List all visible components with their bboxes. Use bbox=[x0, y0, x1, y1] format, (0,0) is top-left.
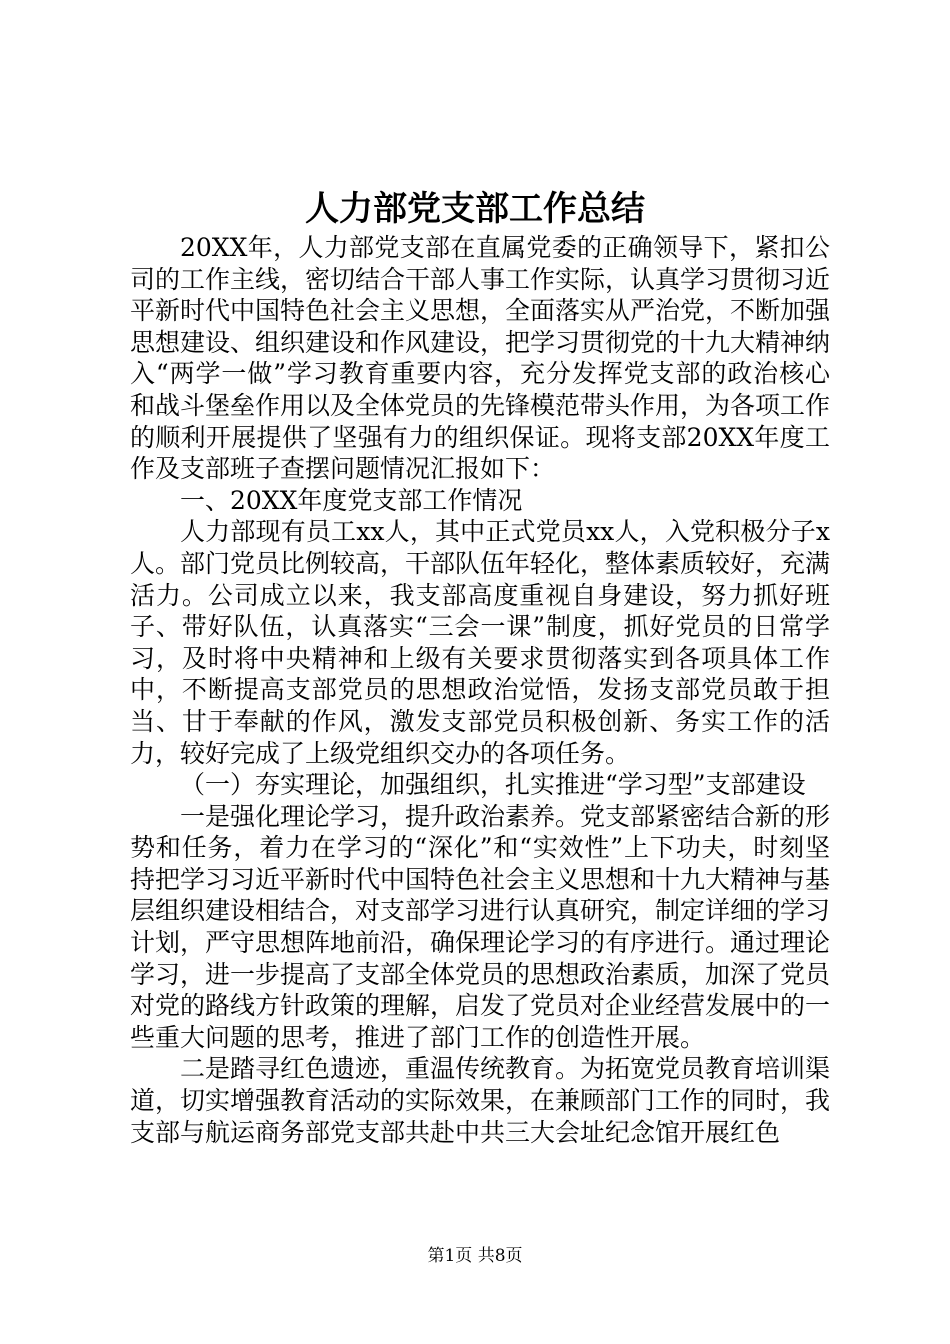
section-heading-1: 一、20XX年度党支部工作情况 bbox=[180, 485, 523, 515]
paragraph-red-education: 二是踏寻红色遗迹，重温传统教育。为拓宽党员教育培训渠道，切实增强教育活动的实际效果，在兼顾部门工作的同时，我支部与航运商务部党支部共赴中共三大会址纪念馆开展红色 bbox=[130, 1054, 831, 1147]
document-body bbox=[130, 232, 830, 1148]
subsection-heading-1: （一）夯实理论，加强组织，扎实推进“学习型”支部建设 bbox=[180, 770, 806, 800]
page-number: 第1页 共8页 bbox=[427, 1246, 523, 1266]
paragraph-intro: 20XX年，人力部党支部在直属党委的正确领导下，紧扣公司的工作主线，密切结合干部人事工作实际，认真学习贯彻习近平新时代中国特色社会主义思想，全面落实从严治党，不断加强思想建设、组织建设和作风建设，把学习贯彻党的十九大精神纳入“两学一做”学习教育重要内容，充分发挥党支部的政治核心和战斗堡垒作用以及全体党员的先锋模范带头作用，为各项工作的顺利开展提供了坚强有力的组织保证。现将支部20XX年度工作及支部班子查摆问题情况汇报如下： bbox=[130, 233, 831, 484]
paragraph-theory-study: 一是强化理论学习，提升政治素养。党支部紧密结合新的形势和任务，着力在学习的“深化”和“实效性”上下功夫，时刻坚持把学习习近平新时代中国特色社会主义思想和十九大精神与基层组织建设相结合，对支部学习进行认真研究，制定详细的学习计划，严守思想阵地前沿，确保理论学习的有序进行。通过理论学习，进一步提高了支部全体党员的思想政治素质，加深了党员对党的路线方针政策的理解，启发了党员对企业经营发展中的一些重大问题的思考，推进了部门工作的创造性开展。 bbox=[130, 801, 831, 1052]
paragraph-overview: 人力部现有员工xx人，其中正式党员xx人，入党积极分子x人。部门党员比例较高，干部队伍年轻化，整体素质较好，充满活力。公司成立以来，我支部高度重视自身建设，努力抓好班子、带好队伍，认真落实“三会一课”制度，抓好党员的日常学习，及时将中央精神和上级有关要求贯彻落实到各项具体工作中，不断提高支部党员的思想政治觉悟，发扬支部党员敢于担当、甘于奉献的作风，激发支部党员积极创新、务实工作的活力，较好完成了上级党组织交办的各项任务。 bbox=[130, 517, 831, 768]
document-title: 人力部党支部工作总结 bbox=[305, 189, 645, 229]
